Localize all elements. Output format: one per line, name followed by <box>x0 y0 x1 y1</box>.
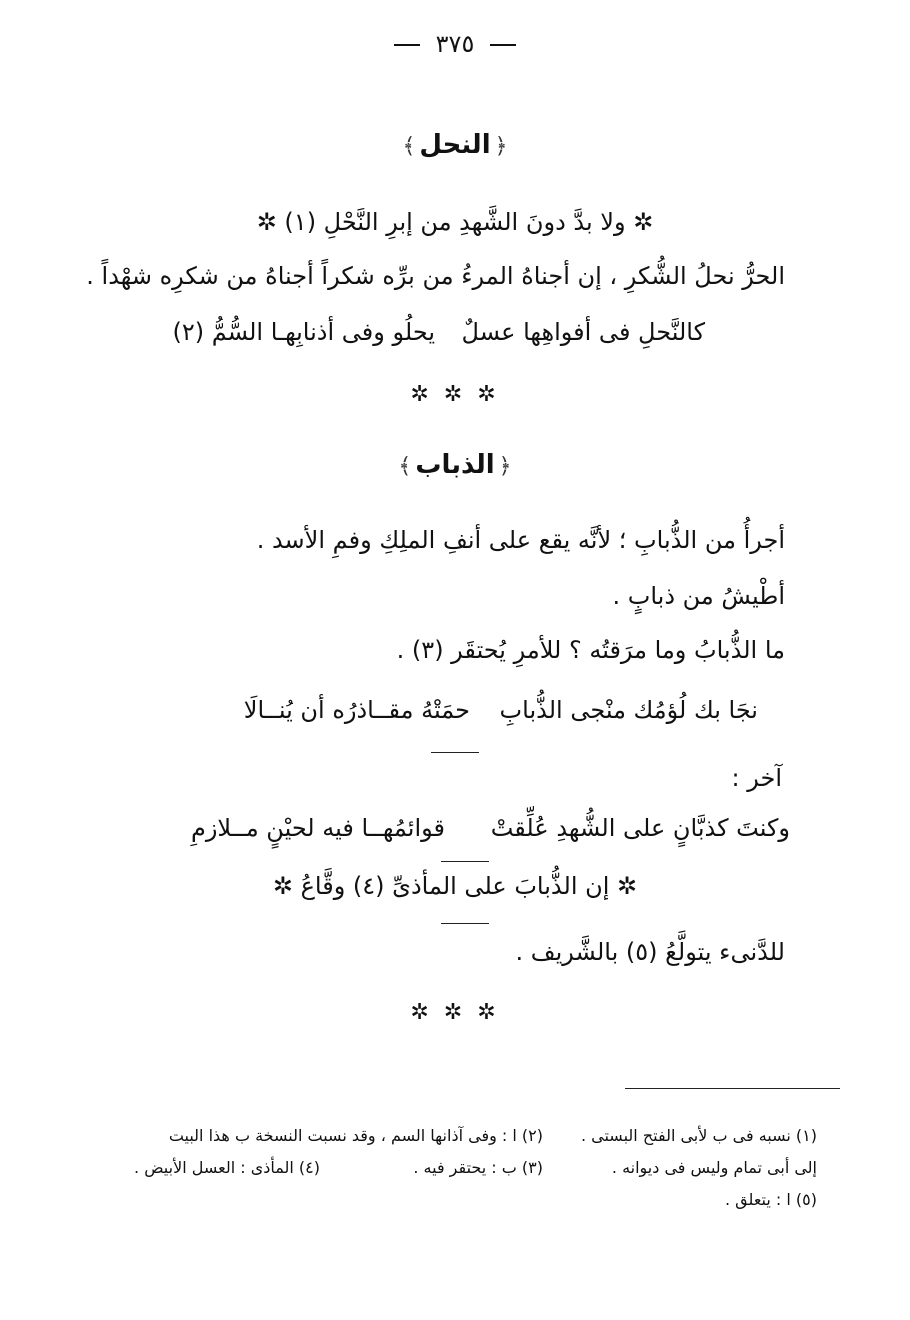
page-number: ٣٧٥ <box>435 30 475 58</box>
verse-hemistich-right: وكنتَ كذبَّانٍ على الشُّهدِ عُلِّقتْ <box>490 814 790 842</box>
section-title-text: الذباب <box>415 450 495 480</box>
footnote-2: (٢) ا : وفى آذانها السم ، وقد نسبت النسخة ب هذا البيت <box>168 1126 543 1145</box>
footnote-rule <box>625 1088 840 1089</box>
section-separator: ✲ ✲ ✲ <box>410 382 500 407</box>
dash-left <box>394 44 420 46</box>
verse-hemistich-right: نجَا بك لُؤمُك منْجى الذُّبابِ <box>499 696 758 724</box>
section-separator: ✲ ✲ ✲ <box>410 1000 500 1025</box>
prose-line: الحرُّ نحلُ الشُّكرِ ، إن أجناهُ المرءُ من برِّه شكراً أجناهُ من شكرِه شهْداً . <box>86 262 785 290</box>
text-line: ما الذُّبابُ وما مرَقتُه ؟ للأمرِ يُحتقَر (٣) . <box>396 636 785 664</box>
verse-hemistich-left: يحلُو وفى أذنابِهـا السُّمُّ (٢) <box>172 318 435 346</box>
footnote-5: (٥) ا : يتعلق . <box>725 1190 817 1209</box>
verse-line: ✲ إن الذُّبابَ على المأذىِّ (٤) وقَّاعُ ✲ <box>272 872 638 900</box>
verse-line: ✲ ولا بدَّ دونَ الشَّهدِ من إبرِ النَّحْلِ (١) ✲ <box>256 208 654 236</box>
ornament-bracket-icon: ﴾ <box>402 134 416 159</box>
section-title-text: النحل <box>419 130 491 160</box>
footnote-3: (٣) ب : يحتقر فيه . <box>413 1158 543 1177</box>
text-line: أجرأُ من الذُّبابِ ؛ لأنَّه يقع على أنفِ الملِكِ وفمِ الأسد . <box>256 526 785 554</box>
footnote-2-continued: إلى أبى تمام وليس فى ديوانه . <box>611 1158 817 1177</box>
ornament-bracket-icon: ﴿ <box>498 454 512 479</box>
ornament-bracket-icon: ﴾ <box>398 454 412 479</box>
section-title-flies <box>0 450 910 480</box>
dash-right <box>490 44 516 46</box>
short-divider <box>431 752 479 753</box>
page-header <box>0 30 910 58</box>
short-divider <box>441 923 489 924</box>
footnote-1: (١) نسبه فى ب لأبى الفتح البستى . <box>580 1126 817 1145</box>
text-line: أطْيشُ من ذبابٍ . <box>612 582 785 610</box>
verse-hemistich-right: كالنَّحلِ فى أفواهِها عسلٌ <box>461 318 705 346</box>
verse-hemistich-left: قوائمُهــا فيه لحيْنٍ مــلازمِ <box>190 814 445 842</box>
text-line: للدَّنىء يتولَّعُ (٥) بالشَّريف . <box>515 938 785 966</box>
section-title-bees <box>0 130 910 160</box>
verse-hemistich-left: حمَتْهُ مقــاذرُه أن يُنــالَا <box>243 696 470 724</box>
other-poet-label: آخر : <box>731 764 782 792</box>
ornament-bracket-icon: ﴿ <box>494 134 508 159</box>
footnote-4: (٤) المأذى : العسل الأبيض . <box>134 1158 320 1177</box>
short-divider <box>441 861 489 862</box>
